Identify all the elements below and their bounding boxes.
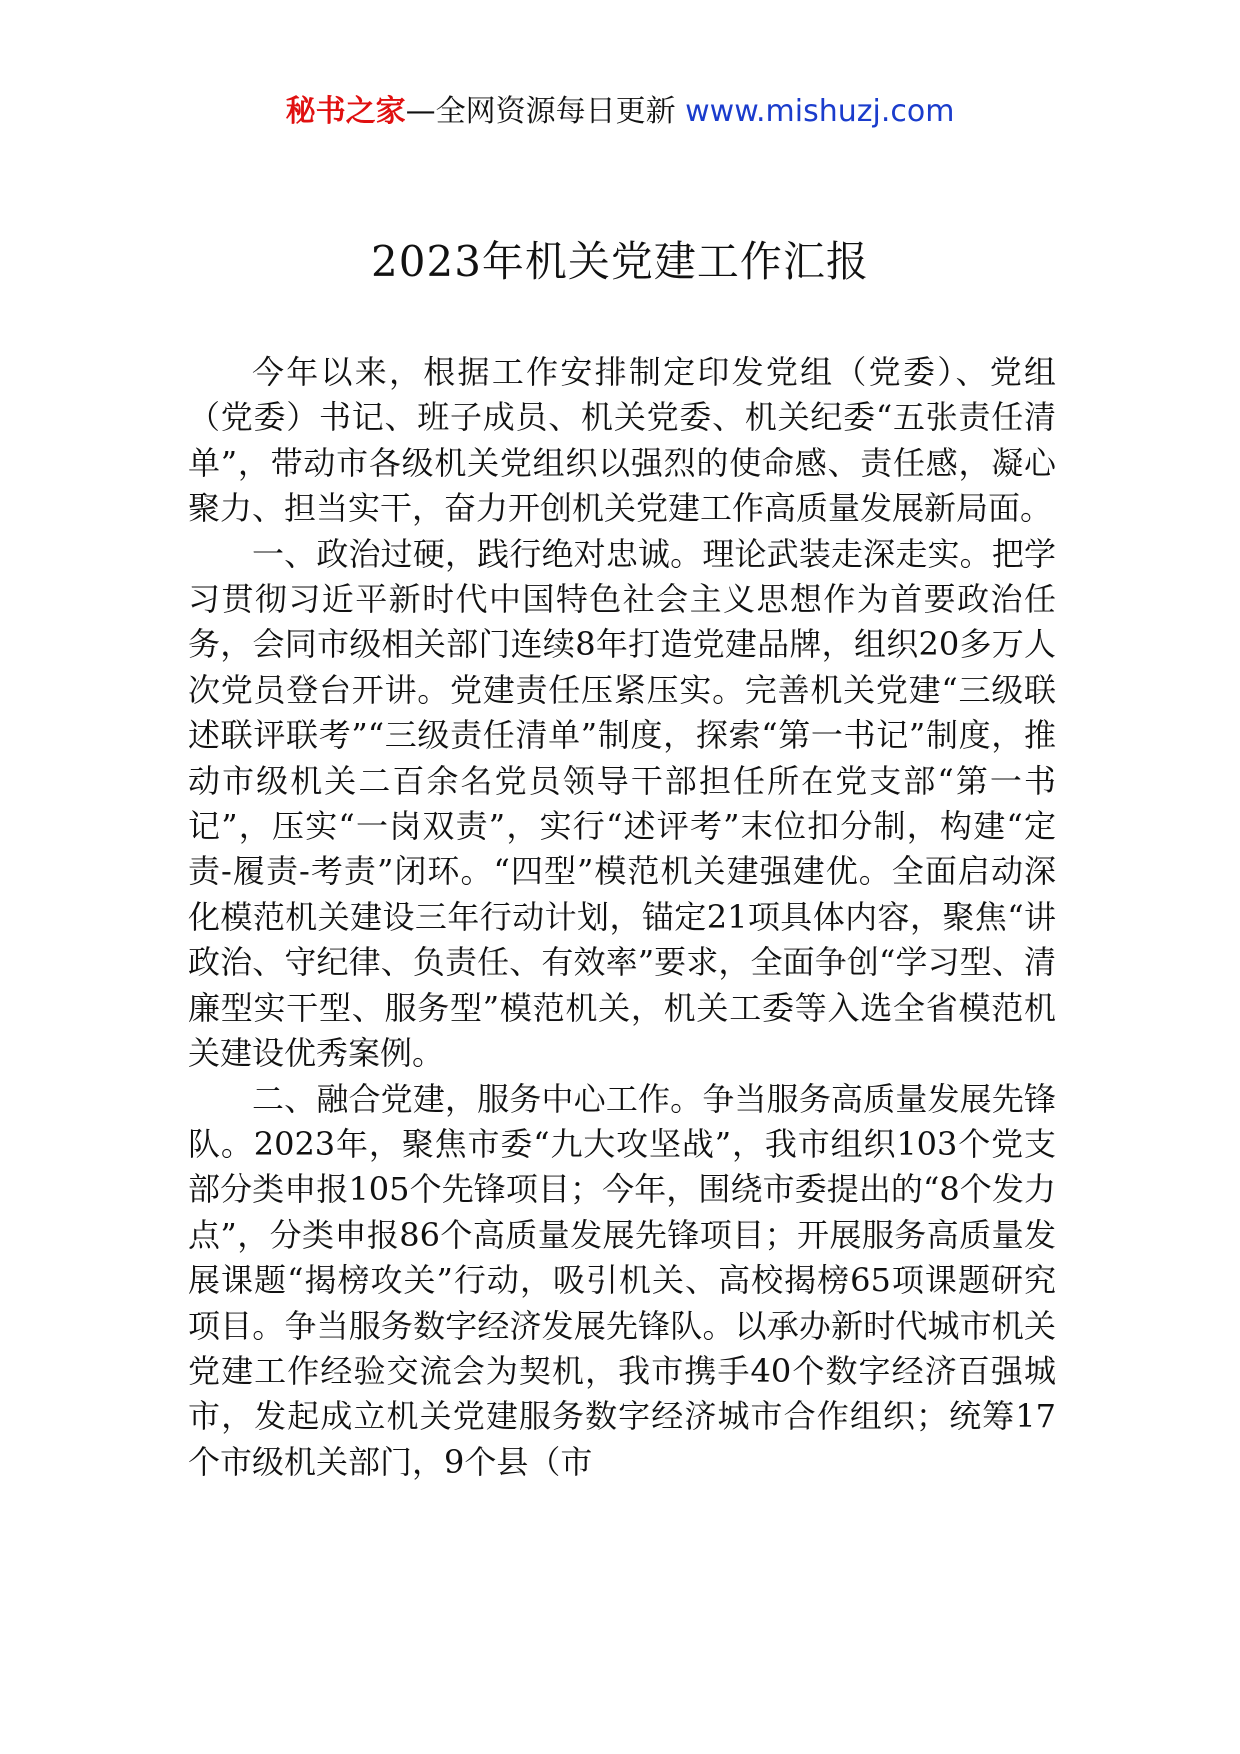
paragraph-section-one: 一、政治过硬，践行绝对忠诚。理论武装走深走实。把学习贯彻习近平新时代中国特色社会主义思想作为首要政治任务，会同市级相关部门连续8年打造党建品牌，组织20多万人次党员登台开讲。党建责任压紧压实。完善机关党建“三级联述联评联考”“三级责任清单”制度，探索“第一书记”制度，推动市级机关二百余名党员领导干部担任所在党支部“第一书记”，压实“一岗双责”，实行“述评考”末位扣分制，构建“定责-履责-考责”闭环。“四型”模范机关建强建优。全面启动深化模范机关建设三年行动计划，锚定21项具体内容，聚焦“讲政治、守纪律、负责任、有效率”要求，全面争创“学习型、清廉型实干型、服务型”模范机关，机关工委等入选全省模范机关建设优秀案例。 <box>188 534 1056 1073</box>
site-header <box>0 92 1240 132</box>
header-tagline: —全网资源每日更新 <box>405 94 676 129</box>
site-url-link[interactable]: www.mishuzj.com <box>685 94 955 129</box>
paragraph-intro: 今年以来，根据工作安排制定印发党组（党委）、党组（党委）书记、班子成员、机关党委、机关纪委“五张责任清单”，带动市各级机关党组织以强烈的使命感、责任感，凝心聚力、担当实干，奋力开创机关党建工作高质量发展新局面。 <box>188 353 1056 528</box>
brand-name: 秘书之家 <box>285 94 406 129</box>
document-title: 2023年机关党建工作汇报 <box>371 237 869 286</box>
document-body <box>188 350 1056 1485</box>
paragraph-section-two: 二、融合党建，服务中心工作。争当服务高质量发展先锋队。2023年，聚焦市委“九大攻坚战”，我市组织103个党支部分类申报105个先锋项目；今年，围绕市委提出的“8个发力点”，分类申报86个高质量发展先锋项目；开展服务高质量发展课题“揭榜攻关”行动，吸引机关、高校揭榜65项课题研究项目。争当服务数字经济发展先锋队。以承办新时代城市机关党建工作经验交流会为契机，我市携手40个数字经济百强城市，发起成立机关党建服务数字经济城市合作组织；统筹17个市级机关部门，9个县（市 <box>188 1079 1056 1481</box>
